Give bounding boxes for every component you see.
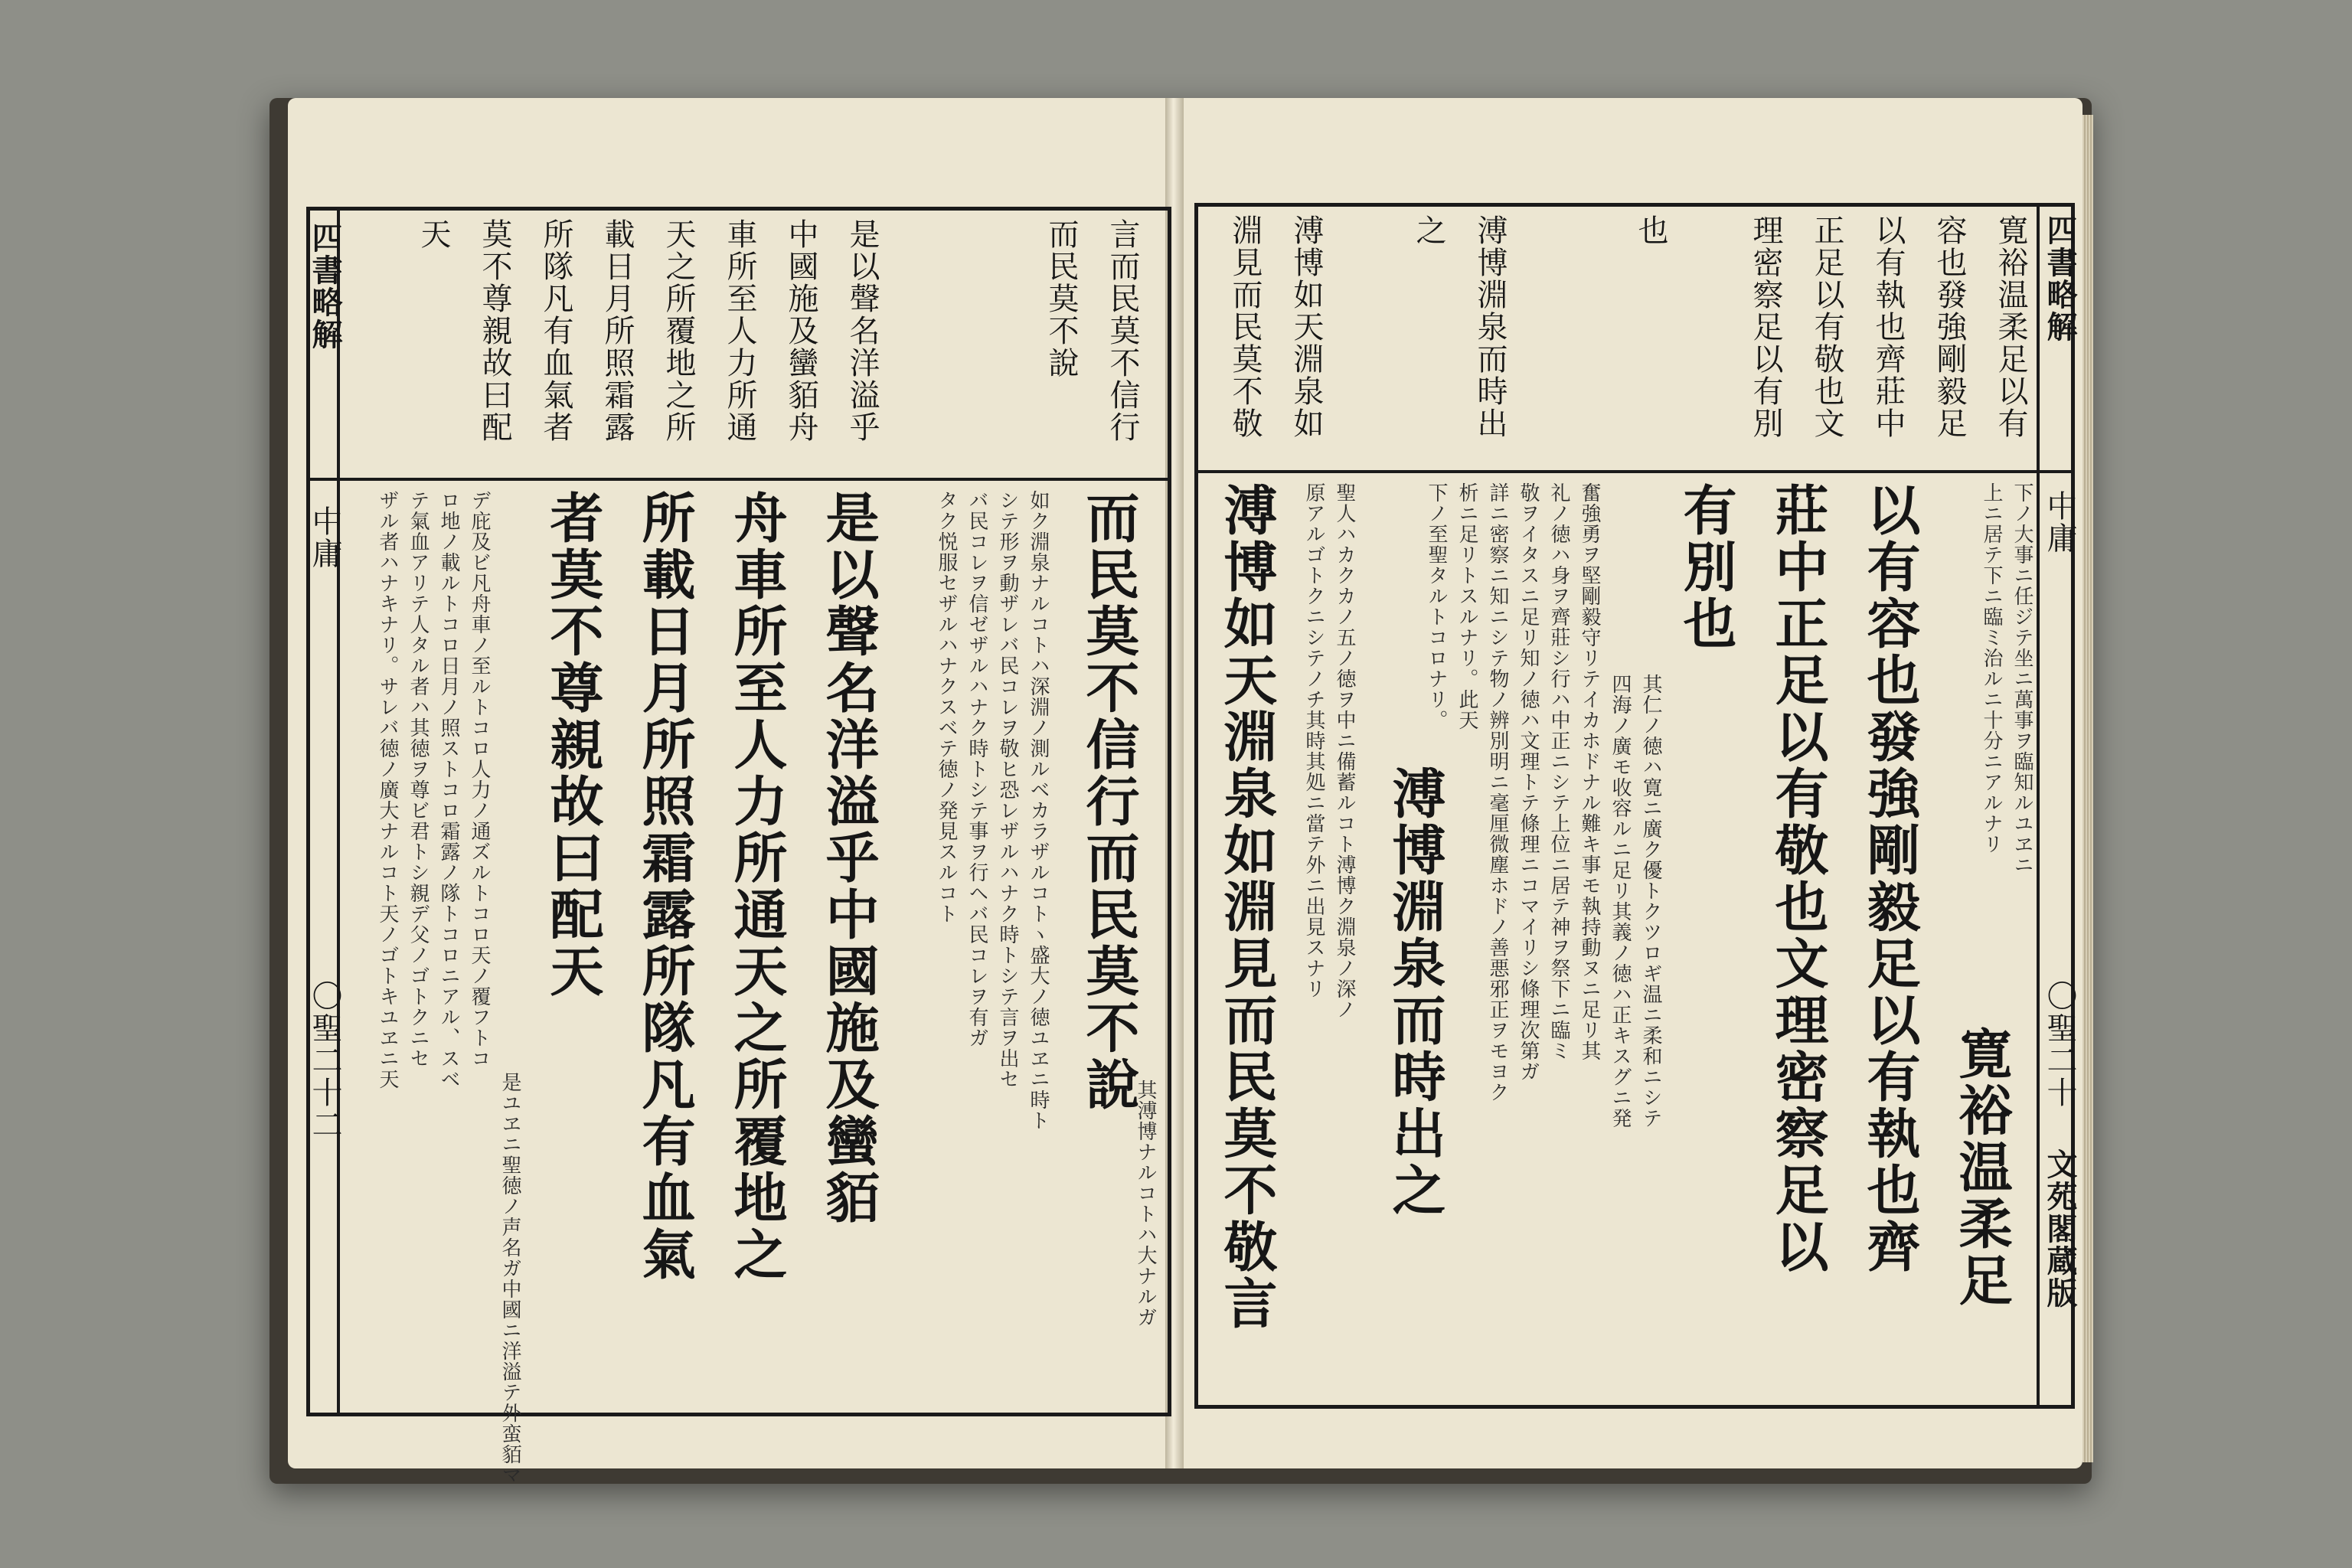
right-commentary-col: 奮強勇ヲ堅剛毅守リテイカホドナル難キ事モ執持動ヌニ足リ其 [1578, 482, 1601, 1061]
left-main-col: 所載日月所照霜露所隊凡有血氣 [633, 490, 697, 1283]
left-header-col: 而民莫不說 [1044, 218, 1079, 379]
right-main-col: 以有容也發強剛毅足以有執也齊 [1858, 482, 1922, 1276]
right-commentary-col: 上ニ居テ下ニ臨ミ治ルニ十分ニアルナリ [1980, 482, 2003, 854]
right-header-col: 寛裕温柔足以有 [1993, 214, 2028, 439]
left-header-col: 車所至人力所通 [722, 218, 757, 443]
right-margin-title: 四書略解 [2042, 214, 2078, 343]
left-header-col: 莫不尊親故曰配 [477, 218, 512, 443]
right-main-col: 莊中正足以有敬也文理密察足以 [1766, 482, 1830, 1276]
right-header-col: 之 [1411, 214, 1446, 247]
right-main-col: 溥博如天淵泉如淵見而民莫不敬言 [1215, 482, 1279, 1332]
right-main-col: 溥博淵泉而時出之 [1383, 766, 1447, 1219]
right-margin-folio: 〇聖二十 [2042, 980, 2077, 1109]
left-commentary-col: 是ユヱニ聖徳ノ声名ガ中國ニ洋溢テ外蛮貊マ [498, 1072, 521, 1485]
left-commentary-col: テ氣血アリテ人タル者ハ其徳ヲ尊ビ君トシ親デ父ノゴトクニセ [407, 490, 430, 1069]
left-commentary-col: 其溥博ナルコトハ大ナルガ [1134, 1080, 1157, 1328]
page-edges [2082, 115, 2093, 1462]
left-commentary-col: 如ク淵泉ナルコトハ深淵ノ測ルベカラザルコトヽ盛大ノ徳ユヱニ時ト [1027, 490, 1050, 1131]
left-margin-title: 四書略解 [307, 222, 343, 351]
right-margin-chapter: 中庸 [2042, 490, 2077, 554]
right-commentary-col: 詳ニ密察ニ知ニシテ物ノ辨別明ニ毫厘微塵ホドノ善悪邪正ヲモヨク [1486, 482, 1509, 1102]
right-commentary-col: 聖人ハカクカノ五ノ徳ヲ中ニ備蓄ルコト溥博ク淵泉ノ深ノ [1333, 482, 1356, 1020]
right-header-col: 容也發強剛毅足 [1932, 214, 1967, 439]
right-main-col: 有別也 [1674, 482, 1738, 652]
left-commentary-col: ザル者ハナキナリ。サレバ徳ノ廣大ナルコト天ノゴトキユヱニ天 [376, 490, 399, 1089]
left-header-col: 天 [416, 218, 451, 250]
left-margin-rule [337, 207, 340, 1413]
left-commentary-col: ロ地ノ載ルトコロ日月ノ照ストコロ霜露ノ隊トコロニアル、スベ [437, 490, 460, 1089]
right-header-col: 淵見而民莫不敬 [1227, 214, 1263, 439]
right-commentary-col: 下ノ至聖タルトコロナリ。 [1425, 482, 1448, 730]
right-commentary-col: 原アルゴトクニシテノチ其時其処ニ當テ外ニ出見スナリ [1302, 482, 1325, 999]
right-main-col: 寛裕温柔足 [1950, 1026, 2014, 1309]
left-header-col: 所隊凡有血氣者 [538, 218, 573, 443]
left-header-col: 言而民莫不信行 [1105, 218, 1140, 443]
left-commentary-col: デ庇及ビ凡舟車ノ至ルトコロ人力ノ通ズルトコロ天ノ覆フトコ [468, 490, 491, 1069]
right-header-col: 也 [1633, 214, 1668, 247]
left-commentary-col: バ民コレヲ信ゼザルハナク時トシテ事ヲ行ヘバ民コレヲ有ガ [965, 490, 988, 1048]
right-header-col: 以有執也齊莊中 [1870, 214, 1906, 439]
left-header-col: 是以聲名洋溢乎 [844, 218, 880, 443]
left-header-col: 天之所覆地之所 [661, 218, 696, 443]
left-commentary-col: シテ形ヲ動ザレバ民コレヲ敬ヒ恐レザルハナク時トシテ言ヲ出セ [996, 490, 1019, 1089]
left-header-divider [306, 478, 1168, 481]
left-main-col: 舟車所至人力所通天之所覆地之 [725, 490, 789, 1283]
right-commentary-col: 敬ヲイタスニ足リ知ノ徳ハ文理トテ條理ニコマイリシ條理次第ガ [1517, 482, 1540, 1082]
right-header-col: 正足以有敬也文 [1809, 214, 1844, 439]
left-main-col: 是以聲名洋溢乎中國施及蠻貊 [817, 490, 880, 1227]
left-commentary-col: タク悦服セザルハナクスベテ徳ノ発見スルコト [935, 490, 958, 924]
right-header-divider [1194, 470, 2071, 473]
right-header-col: 溥博如天淵泉如 [1289, 214, 1324, 439]
right-commentary-col: 其仁ノ徳ハ寛ニ廣ク優トクツロギ温ニ柔和ニシテ [1639, 674, 1662, 1129]
left-main-col: 而民莫不信行而民莫不說 [1077, 490, 1141, 1113]
right-commentary-col: 析ニ足リトスルナリ。此天 [1455, 482, 1478, 730]
right-publisher-mark: 文苑閣蔵版 [2042, 1148, 2078, 1309]
right-commentary-col: 下ノ大事ニ任ジテ坐ニ萬事ヲ臨知ルユヱニ [2011, 482, 2034, 875]
right-header-col: 理密察足以有別 [1748, 214, 1783, 439]
left-header-col: 中國施及蠻貊舟 [783, 218, 818, 443]
right-commentary-col: 四海ノ廣モ收容ルニ足リ其義ノ徳ハ正キスグニ発 [1609, 674, 1632, 1129]
left-margin-folio: 〇聖二十二 [307, 980, 342, 1141]
left-margin-chapter: 中庸 [307, 505, 342, 570]
left-header-col: 載日月所照霜露 [599, 218, 635, 443]
left-main-col: 者莫不尊親故曰配天 [541, 490, 605, 1000]
right-header-col: 溥博淵泉而時出 [1472, 214, 1508, 439]
right-commentary-col: 礼ノ徳ハ身ヲ齊莊シ行ハ中正ニシテ上位ニ居テ神ヲ祭下ニ臨ミ [1547, 482, 1570, 1061]
